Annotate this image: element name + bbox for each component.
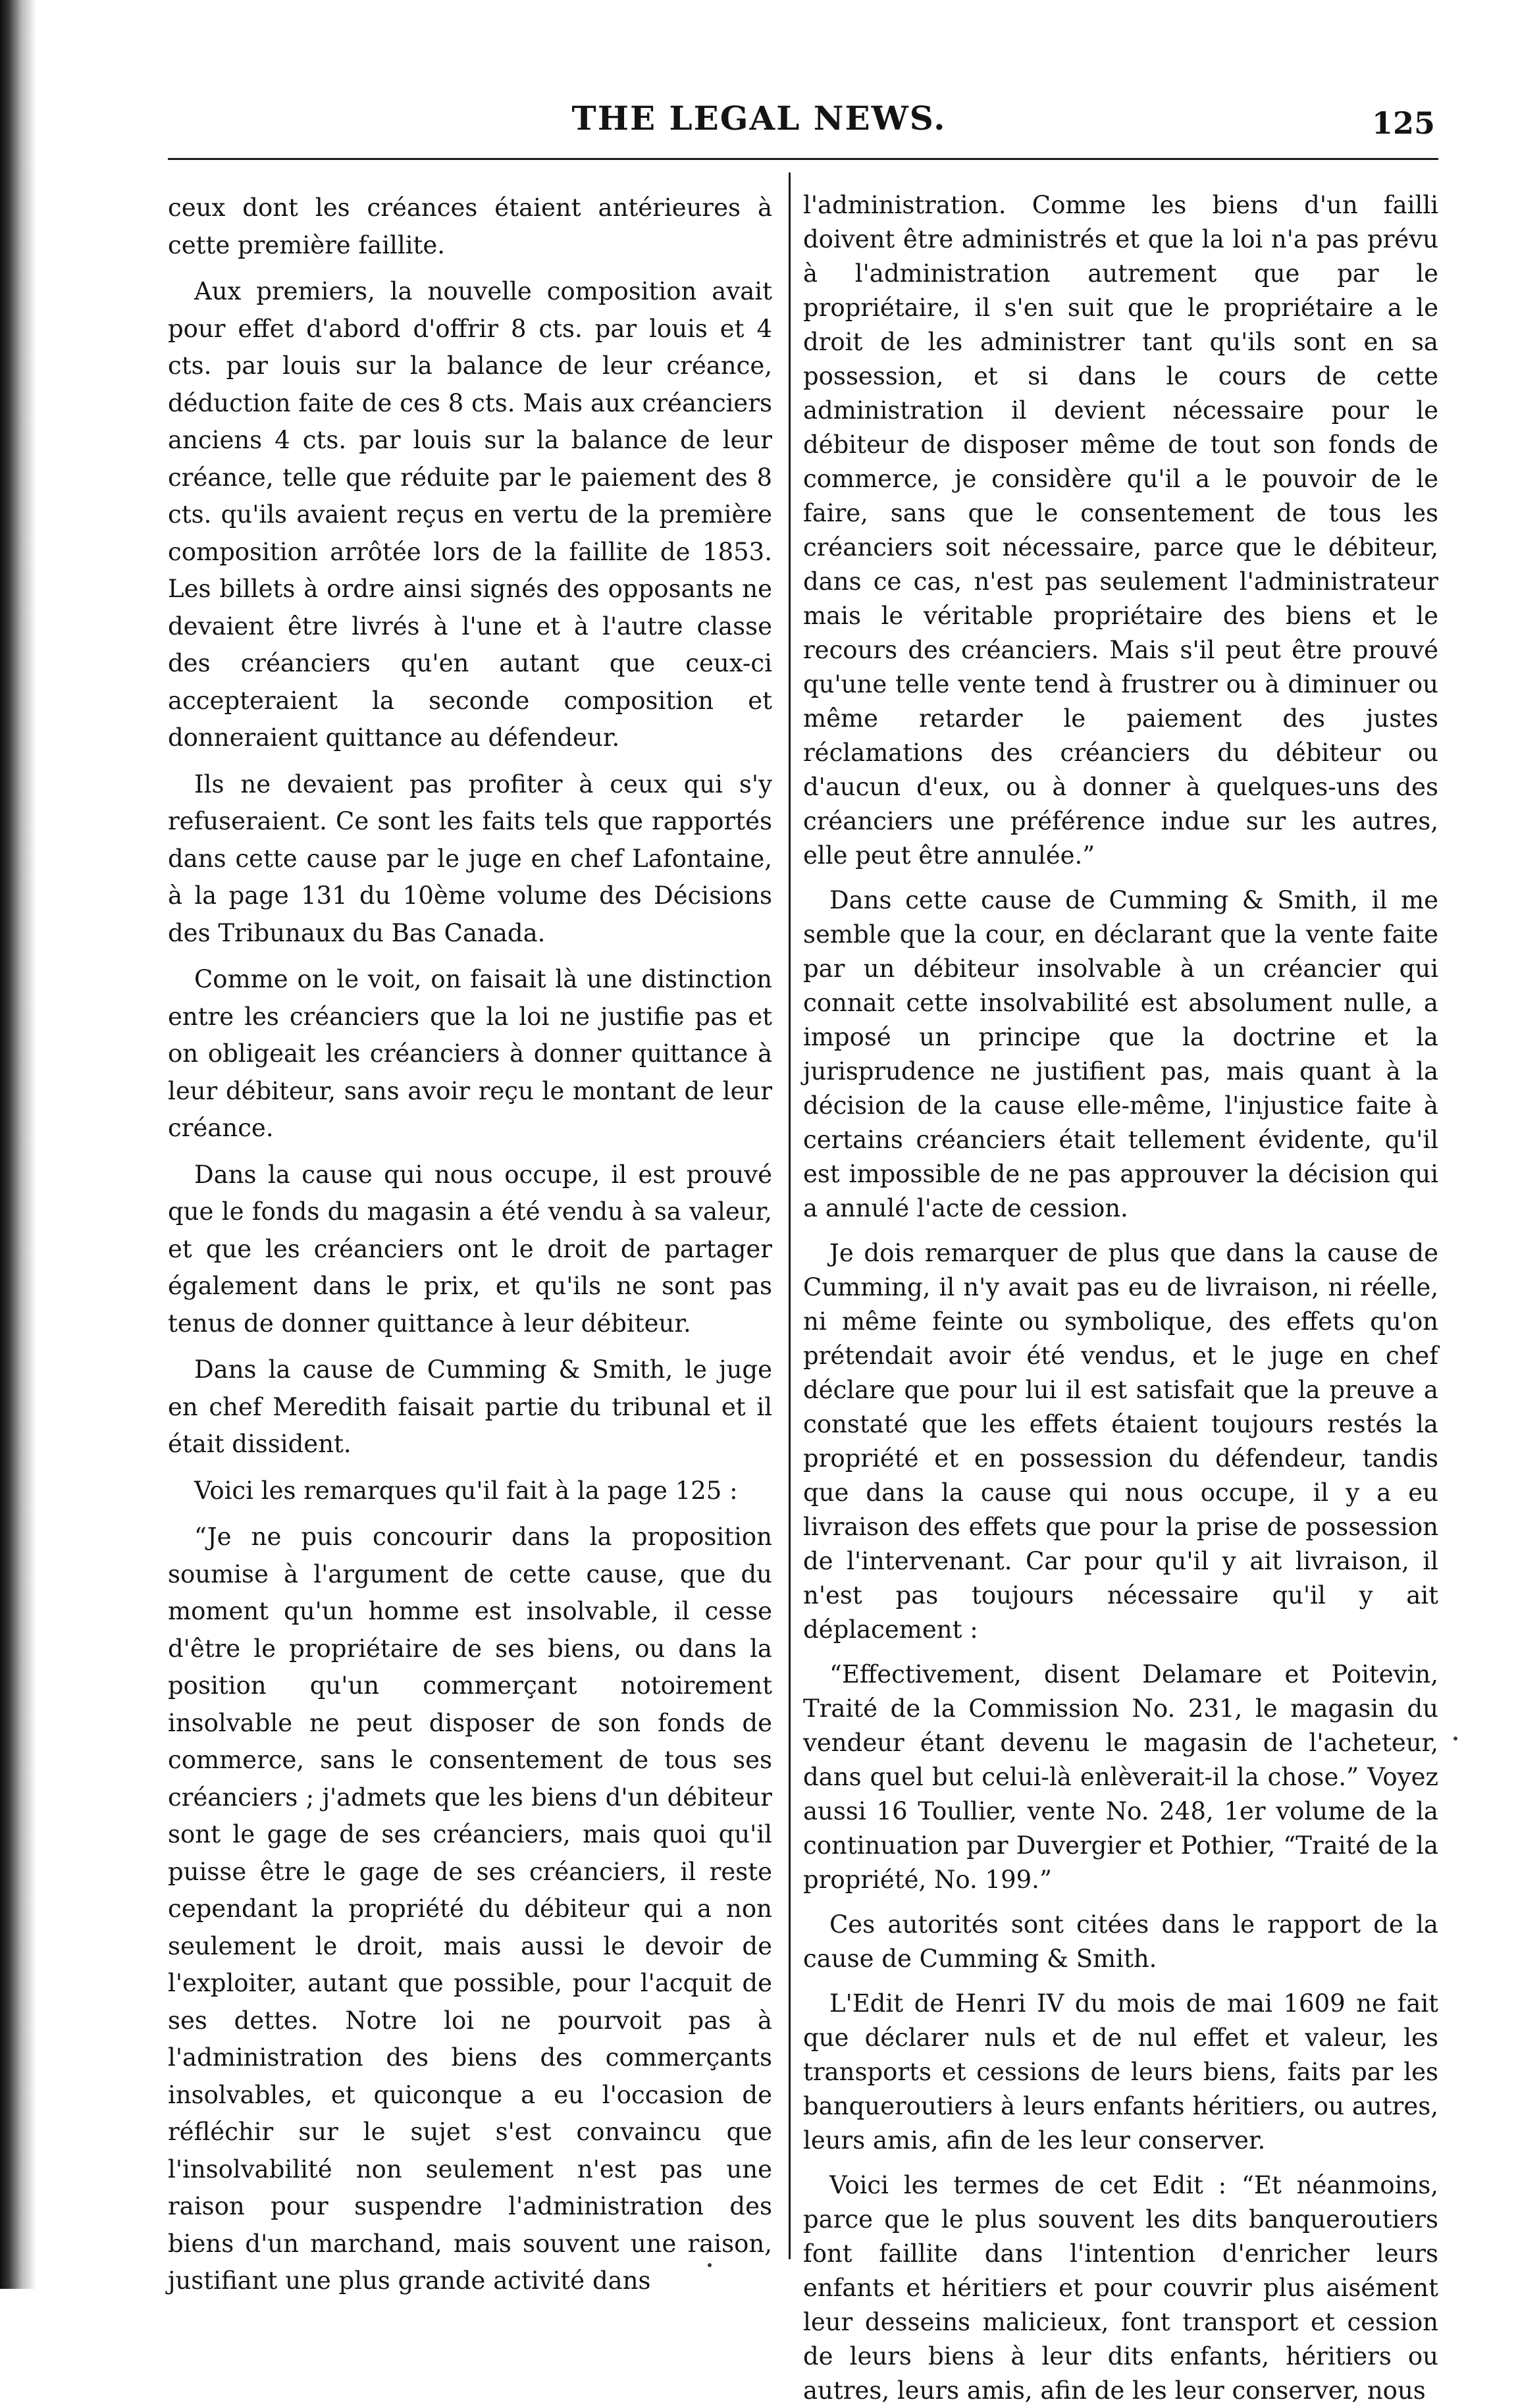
ink-speck xyxy=(708,2263,712,2267)
page-spine-shadow xyxy=(0,0,36,2289)
paragraph: Voici les remarques qu'il fait à la page 125 : xyxy=(194,1476,738,1505)
left-column xyxy=(168,190,772,2300)
ink-speck xyxy=(1453,1737,1457,1741)
paragraph: Je dois remarquer de plus que dans la cause de Cumming, il n'y avait pas eu de livraison, ni réelle, ni même feinte ou symbolique, des effets qu'on prétendait avoir été vendus, et le juge en chef déclare que pour lui il est satisfait que la preuve a constaté que les effets étaient toujours restés la propriété et en possession du défendeur, tandis que dans la cause qui nous occupe, il y a eu livraison des effets que pour la prise de possession de l'intervenant. Car pour qu'il y ait livraison, il n'est pas toujours nécessaire qu'il y ait déplacement : xyxy=(803,1239,1438,1644)
paragraph: L'Edit de Henri IV du mois de mai 1609 ne fait que déclarer nuls et de nul effet et valeur, les transports et cessions de leurs biens, faits par les banqueroutiers à leurs enfants héritiers, ou autres, leurs amis, afin de les leur conserver. xyxy=(803,1989,1438,2155)
paragraph: Voici les termes de cet Edit : “Et néanmoins, parce que le plus souvent les dits banqueroutiers font faillite dans l'intention d'enricher leurs enfants et héritiers et pour couvrir plus aisément leur desseins malicieux, font transport et cession de leurs biens à leur dits enfants, héritiers ou autres, leurs amis, afin de les leur conserver, nous xyxy=(803,2171,1438,2405)
quote-paragraph: “Je ne puis concourir dans la proposition soumise à l'argument de cette cause, que du moment qu'un homme est insolvable, il cesse d'être le propriétaire de ses biens, ou dans la position qu'un commerçant notoirement insolvable ne peut disposer de son fonds de commerce, sans le consentement de tous ses créanciers ; j'admets que les biens d'un débiteur sont le gage de ses créanciers, mais quoi qu'il puisse être le gage de ses créanciers, il reste cependant la propriété du débiteur qui a non seulement le droit, mais aussi le devoir de l'exploiter, autant que possible, pour l'acquit de ses dettes. Notre loi ne pourvoit pas à l'administration des biens des commerçants insolvables, et quiconque a eu l'occasion de réfléchir sur le sujet s'est convaincu que l'insolvabilité non seulement n'est pas une raison pour suspendre l'administration des biens d'un marchand, mais souvent une raison, justifiant une plus grande activité dans xyxy=(168,1523,772,2295)
paragraph: l'administration. Comme les biens d'un failli doivent être administrés et que la loi n'a pas prévu à l'administration autrement que par le propriétaire, il s'en suit que le propriétaire a le droit de les administrer tant qu'ils sont en sa possession, et si dans le cours de cette administration il devient nécessaire pour le débiteur de disposer même de tout son fonds de commerce, je considère qu'il a le pouvoir de le faire, sans que le consentement de tous les créanciers soit nécessaire, parce que le débiteur, dans ce cas, n'est pas seulement l'administrateur mais le véritable propriétaire des biens et le recours des créanciers. Mais s'il peut être prouvé qu'une telle vente tend à frustrer ou à diminuer ou même retarder le paiement des justes réclamations des créanciers du débiteur ou d'aucun d'eux, ou à donner à quelques-uns des créanciers une préférence indue sur les autres, elle peut être annulée.” xyxy=(803,191,1438,870)
paragraph: Aux premiers, la nouvelle composition avait pour effet d'abord d'offrir 8 cts. par louis et 4 cts. par louis sur la balance de leur créance, déduction faite de ces 8 cts. Mais aux créanciers anciens 4 cts. par louis sur la balance de leur créance, telle que réduite par le paiement des 8 cts. qu'ils avaient reçus en vertu de la première composition arrôtée lors de la faillite de 1853. Les billets à ordre ainsi signés des opposants ne devaient être livrés à l'une et à l'autre classe des créanciers qu'en autant que ceux-ci accepteraient la seconde composition et donneraient quittance au défendeur. xyxy=(168,277,772,752)
paragraph: ceux dont les créances étaient antérieures à cette première faillite. xyxy=(168,194,772,259)
paragraph: Dans la cause qui nous occupe, il est prouvé que le fonds du magasin a été vendu à sa valeur, et que les créanciers ont le droit de partager également dans le prix, et qu'ils ne sont pas tenus de donner quittance à leur débiteur. xyxy=(168,1160,772,1338)
header-rule xyxy=(168,158,1438,160)
paragraph: Dans la cause de Cumming & Smith, le juge en chef Meredith faisait partie du tribunal et il était dissident. xyxy=(168,1355,772,1458)
column-divider xyxy=(789,172,791,2259)
paragraph: Ces autorités sont citées dans le rapport de la cause de Cumming & Smith. xyxy=(803,1910,1438,1973)
paragraph: Dans cette cause de Cumming & Smith, il me semble que la cour, en déclarant que la vente faite par un débiteur insolvable à un créancier qui connait cette insolvabilité est absolument nulle, a imposé un principe que la doctrine et la jurisprudence ne justifient pas, mais quant à la décision de la cause elle-même, l'injustice faite à certains créanciers était tellement évidente, qu'il est impossible de ne pas approuver la décision qui a annulé l'acte de cession. xyxy=(803,886,1438,1222)
paragraph: Comme on le voit, on faisait là une distinction entre les créanciers que la loi ne justifie pas et on obligeait les créanciers à donner quittance à leur débiteur, sans avoir reçu le montant de leur créance. xyxy=(168,965,772,1142)
right-column xyxy=(803,188,1438,2408)
quote-paragraph: “Effectivement, disent Delamare et Poitevin, Traité de la Commission No. 231, le magasin du vendeur étant devenu le magasin de l'acheteur, dans quel but celui-là enlèverait-il la chose.” Voyez aussi 16 Toullier, vente No. 248, 1er volume de la continuation par Duvergier et Pothier, “Traité de la propriété, No. 199.” xyxy=(803,1660,1438,1894)
paragraph: Ils ne devaient pas profiter à ceux qui s'y refuseraient. Ce sont les faits tels que rapportés dans cette cause par le juge en chef Lafontaine, à la page 131 du 10ème volume des Décisions des Tribunaux du Bas Canada. xyxy=(168,770,772,947)
page-header-title: THE LEGAL NEWS. xyxy=(571,99,947,138)
page-number: 125 xyxy=(1371,105,1435,141)
